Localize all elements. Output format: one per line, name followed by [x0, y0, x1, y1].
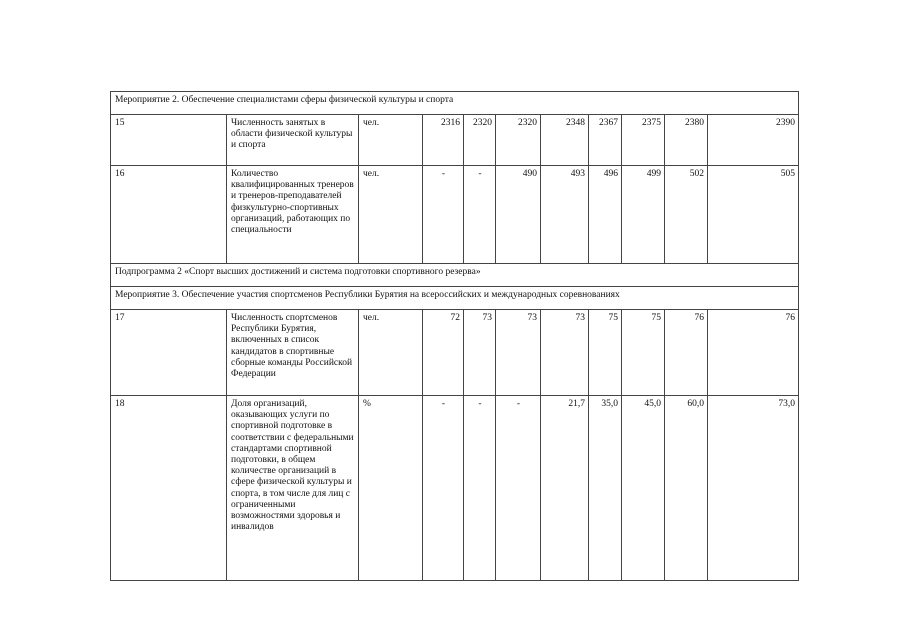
value-cell: 2380 — [665, 115, 708, 166]
value-cell: 502 — [665, 166, 708, 264]
value-cell: - — [423, 396, 464, 581]
row-number: 18 — [111, 396, 227, 581]
table-row — [111, 166, 799, 264]
unit-cell: чел. — [359, 310, 423, 396]
unit-cell: чел. — [359, 115, 423, 166]
section-row — [111, 92, 799, 115]
value-cell: 60,0 — [665, 396, 708, 581]
row-number: 15 — [111, 115, 227, 166]
value-cell: 76 — [665, 310, 708, 396]
value-cell: 76 — [708, 310, 799, 396]
value-cell: - — [464, 166, 496, 264]
value-cell: 496 — [589, 166, 622, 264]
value-cell: 75 — [589, 310, 622, 396]
section-row — [111, 264, 799, 287]
value-cell: 21,7 — [541, 396, 589, 581]
value-cell: 499 — [622, 166, 665, 264]
row-number: 17 — [111, 310, 227, 396]
value-cell: 505 — [708, 166, 799, 264]
row-number: 16 — [111, 166, 227, 264]
indicator-name: Численность спортсменов Республики Бурятия, включенных в список кандидатов в спортивные сборные команды Российской Федерации — [227, 310, 359, 396]
value-cell: - — [464, 396, 496, 581]
value-cell: 73 — [464, 310, 496, 396]
value-cell: 2390 — [708, 115, 799, 166]
value-cell: 2320 — [464, 115, 496, 166]
value-cell: - — [496, 396, 541, 581]
value-cell: 2348 — [541, 115, 589, 166]
value-cell: 45,0 — [622, 396, 665, 581]
indicator-name: Численность занятых в области физической культуры и спорта — [227, 115, 359, 166]
value-cell: 490 — [496, 166, 541, 264]
indicator-name: Количество квалифицированных тренеров и тренеров-преподавателей физкультурно-спортивных организаций, работающих по специальности — [227, 166, 359, 264]
section-title: Мероприятие 2. Обеспечение специалистами сферы физической культуры и спорта — [111, 92, 799, 115]
section-row — [111, 287, 799, 310]
unit-cell: % — [359, 396, 423, 581]
value-cell: 73 — [496, 310, 541, 396]
value-cell: 493 — [541, 166, 589, 264]
value-cell: 75 — [622, 310, 665, 396]
value-cell: 35,0 — [589, 396, 622, 581]
value-cell: 73,0 — [708, 396, 799, 581]
value-cell: 2320 — [496, 115, 541, 166]
table-row — [111, 310, 799, 396]
value-cell: 2316 — [423, 115, 464, 166]
indicators-table — [110, 91, 799, 581]
indicator-name: Доля организаций, оказывающих услуги по спортивной подготовке в соответствии с федеральными стандартами спортивной подготовки, в общем количестве организаций в сфере физической культуры и спорта, в том числе для лиц с ограниченными возможностями здоровья и инвалидов — [227, 396, 359, 581]
value-cell: 73 — [541, 310, 589, 396]
section-title: Мероприятие 3. Обеспечение участия спортсменов Республики Бурятия на всероссийских и международных соревнованиях — [111, 287, 799, 310]
value-cell: 72 — [423, 310, 464, 396]
table-row — [111, 396, 799, 581]
unit-cell: чел. — [359, 166, 423, 264]
value-cell: 2375 — [622, 115, 665, 166]
value-cell: - — [423, 166, 464, 264]
value-cell: 2367 — [589, 115, 622, 166]
table-row — [111, 115, 799, 166]
subprogram-title: Подпрограмма 2 «Спорт высших достижений и система подготовки спортивного резерва» — [111, 264, 799, 287]
